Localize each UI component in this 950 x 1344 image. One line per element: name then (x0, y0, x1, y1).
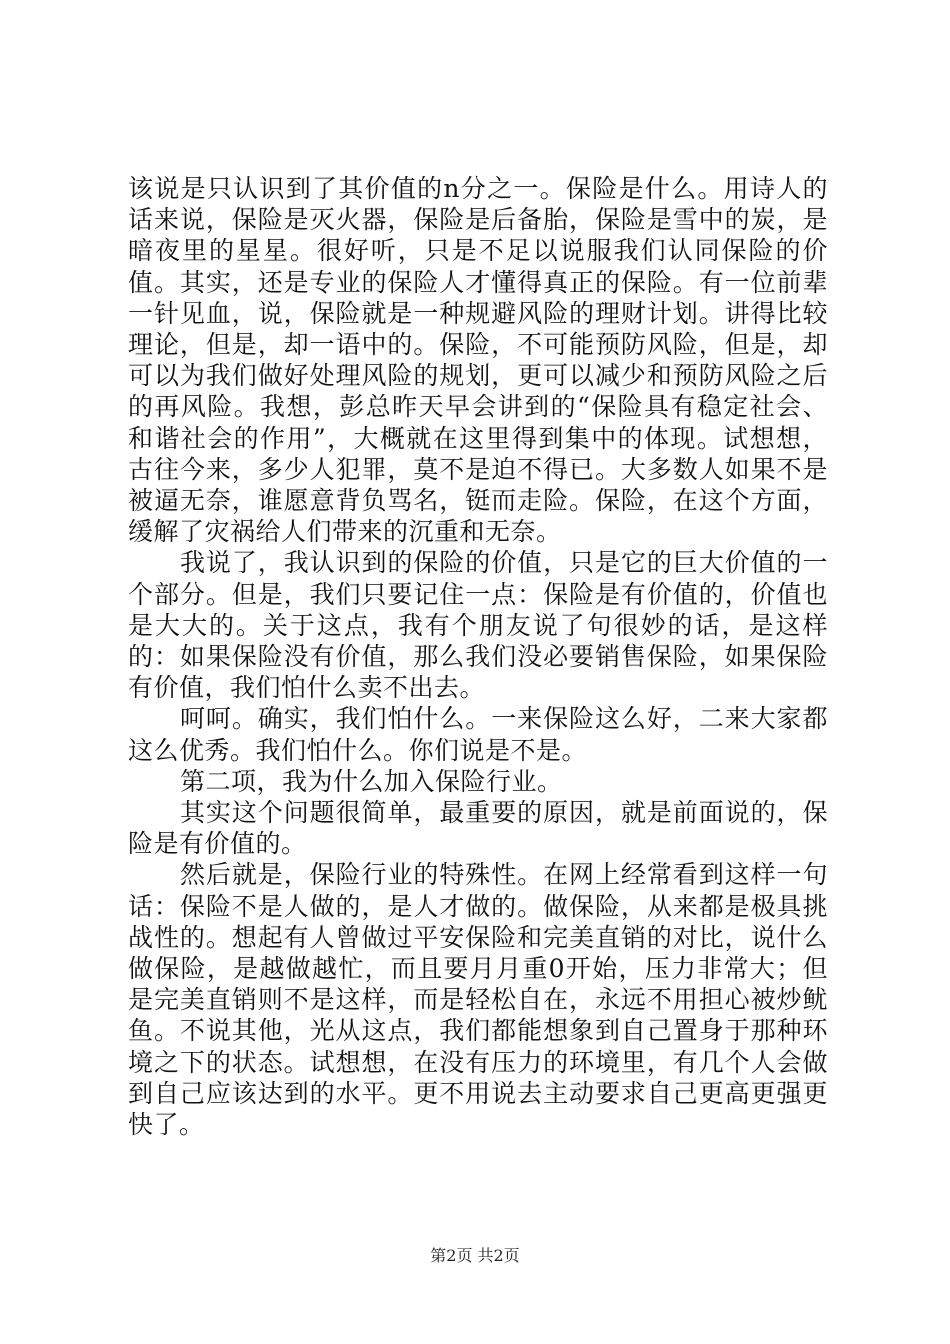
document-body (128, 173, 828, 1140)
page-footer: 第2页 共2页 (430, 1246, 520, 1265)
paragraph-5: 其实这个问题很简单，最重要的原因，就是前面说的，保险是有价值的。 (128, 798, 828, 859)
paragraph-2: 我说了，我认识到的保险的价值，只是它的巨大价值的一个部分。但是，我们只要记住一点：保险是有价值的，价值也是大大的。关于这点，我有个朋友说了句很妙的话，是这样的：如果保险没有价值，那么我们没必要销售保险，如果保险有价值，我们怕什么卖不出去。 (128, 548, 828, 703)
paragraph-4: 第二项，我为什么加入保险行业。 (180, 766, 563, 796)
paragraph-1: 该说是只认识到了其价值的n分之一。保险是什么。用诗人的话来说，保险是灭火器，保险是后备胎，保险是雪中的炭，是暗夜里的星星。很好听，只是不足以说服我们认同保险的价值。其实，还是专业的保险人才懂得真正的保险。有一位前辈一针见血，说，保险就是一种规避风险的理财计划。讲得比较理论，但是，却一语中的。保险，不可能预防风险，但是，却可以为我们做好处理风险的规划，更可以减少和预防风险之后的再风险。我想，彭总昨天早会讲到的“保险具有稳定社会、和谐社会的作用”，大概就在这里得到集中的体现。试想想，古往今来，多少人犯罪，莫不是迫不得已。大多数人如果不是被逼无奈，谁愿意背负骂名，铤而走险。保险，在这个方面，缓解了灾祸给人们带来的沉重和无奈。 (128, 174, 828, 547)
paragraph-6: 然后就是，保险行业的特殊性。在网上经常看到这样一句话：保险不是人做的，是人才做的。做保险，从来都是极具挑战性的。想起有人曾做过平安保险和完美直销的对比，说什么做保险，是越做越忙，而且要月月重0开始，压力非常大；但是完美直销则不是这样，而是轻松自在，永远不用担心被炒鱿鱼。不说其他，光从这点，我们都能想象到自己置身于那种环境之下的状态。试想想，在没有压力的环境里，有几个人会做到自己应该达到的水平。更不用说去主动要求自己更高更强更快了。 (128, 860, 828, 1140)
paragraph-3: 呵呵。确实，我们怕什么。一来保险这么好，二来大家都这么优秀。我们怕什么。你们说是不是。 (128, 704, 828, 765)
